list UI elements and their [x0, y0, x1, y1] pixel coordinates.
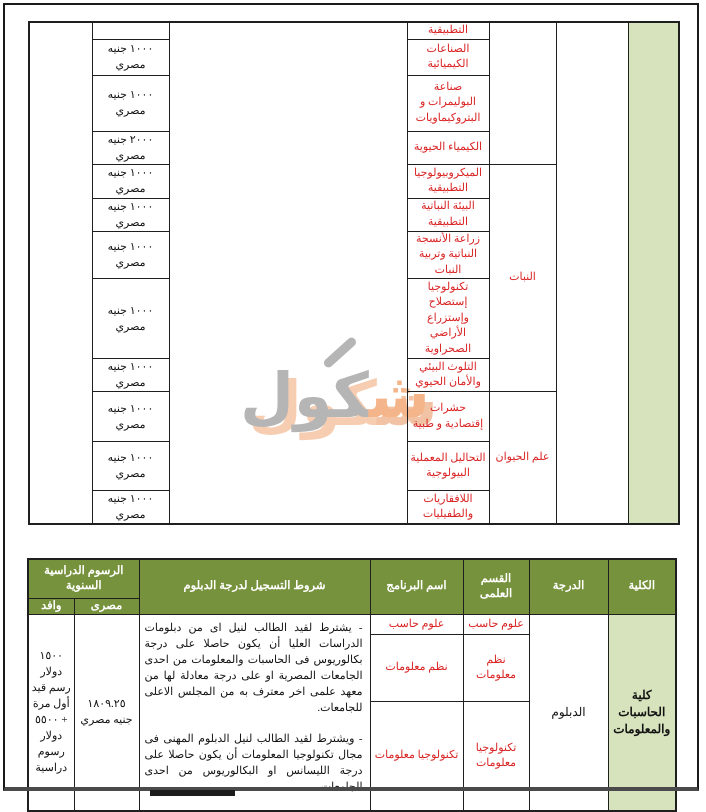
department-group-cell: علم الحيوان: [489, 392, 556, 525]
department-cell: علوم حاسب: [463, 614, 529, 634]
program-cell: التطبيقية: [407, 22, 489, 39]
department-group-cell: [489, 22, 556, 164]
fee-cell: ١٠٠٠ جنيه مصري: [92, 198, 169, 231]
fee-cell: [92, 22, 169, 39]
foreign-fee-cell: ١٥٠٠ دولار رسم قيد أول مرة + ٥٥٠٠ دولار رسوم دراسية: [28, 614, 74, 811]
fee-cell: ١٠٠٠ جنيه مصري: [92, 75, 169, 131]
fee-cell: ١٠٠٠ جنيه مصري: [92, 442, 169, 491]
college-cell: كلية الحاسبات والمعلومات: [608, 614, 676, 811]
department-header: القسم العلمى: [463, 559, 529, 614]
department-cell: نظم معلومات: [463, 634, 529, 701]
fee-cell: ١٠٠٠ جنيه مصري: [92, 39, 169, 75]
watermark-accent-letter: ش: [368, 359, 430, 432]
department-cell: تكنولوجيا معلومات: [463, 701, 529, 810]
fee-cell: ١٠٠٠ جنيه مصري: [92, 279, 169, 359]
egyptian-fee-cell: ١٨٠٩.٢٥ جنيه مصري: [74, 614, 139, 811]
fee-cell: ١٠٠٠ جنيه مصري: [92, 231, 169, 279]
conditions-cell: [139, 614, 370, 811]
programs-fees-table: [28, 21, 680, 525]
program-cell: البيئة النباتية التطبيقية: [407, 198, 489, 231]
program-cell: حشرات إقتصادية و طبية: [407, 392, 489, 442]
program-cell: نظم معلومات: [370, 634, 463, 701]
degree-header: الدرجة: [529, 559, 608, 614]
college-column-cell: [628, 22, 679, 524]
degree-cell: الدبلوم: [529, 614, 608, 811]
conditions-header: شروط التسجيل لدرجة الدبلوم: [139, 559, 370, 614]
diploma-registration-table: [27, 558, 677, 812]
fee-cell: ١٠٠٠ جنيه مصري: [92, 491, 169, 525]
program-cell: علوم حاسب: [370, 614, 463, 634]
conditions-column-cell: [169, 22, 407, 524]
program-cell: الكيمياء الحيوية: [407, 131, 489, 164]
program-cell: اللافقاريات والطفيليات: [407, 491, 489, 525]
program-cell: الميكروبيولوجيا التطبيقية: [407, 164, 489, 198]
table-row: [29, 22, 679, 39]
table-row: [28, 614, 676, 634]
program-cell: صناعة البوليمرات و البتروكيماويات: [407, 75, 489, 131]
fee-cell: ١٠٠٠ جنيه مصري: [92, 359, 169, 392]
fee-cell: ١٠٠٠ جنيه مصري: [92, 164, 169, 198]
page-bottom-dark-segment: [150, 790, 235, 796]
fees-header: الرسوم الدراسية السنوية: [28, 559, 139, 598]
egyptian-fee-header: مصرى: [74, 598, 139, 614]
program-cell: تكنولوجيا إستصلاح وإستزراع الأراضي الصحراوية: [407, 279, 489, 359]
condition-paragraph: - يشترط لقيد الطالب لنيل اى من دبلومات الدراسات العليا أن يكون حاصلا على درجة بكالوريوس فى الحاسبات والمعلومات من احدى الجامعات المصرية او على درجة معادلة لها من معهد علمى اخر معترف به من المجلس الاعلى للجامعات.: [144, 621, 363, 714]
watermark-rest-letters: كول: [240, 359, 369, 432]
fee-cell: ١٠٠٠ جنيه مصري: [92, 392, 169, 442]
header-row: [28, 559, 676, 598]
condition-paragraph: - ويشترط لقيد الطالب لنيل الدبلوم المهنى فى مجال تكنولوجيا المعلومات أن يكون حاصلا على درجة الليسانس او البكالوريوس من احدى الجامعات: [144, 732, 363, 793]
degree-column-cell: [556, 22, 628, 524]
program-cell: الصناعات الكيميائية: [407, 39, 489, 75]
foreign-fee-column-cell: [29, 22, 92, 524]
foreign-fee-header: وافد: [28, 598, 74, 614]
college-header: الكلية: [608, 559, 676, 614]
program-cell: تكنولوجيا معلومات: [370, 701, 463, 810]
program-cell: زراعة الأنسجة النباتية وتربية النبات: [407, 231, 489, 279]
program-cell: التحاليل المعملية البيولوجية: [407, 442, 489, 491]
program-cell: التلوث البيئي والأمان الحيوي: [407, 359, 489, 392]
department-group-cell: النبات: [489, 164, 556, 392]
program-header: اسم البرنامج: [370, 559, 463, 614]
fee-cell: ٢٠٠٠ جنيه مصري: [92, 131, 169, 164]
